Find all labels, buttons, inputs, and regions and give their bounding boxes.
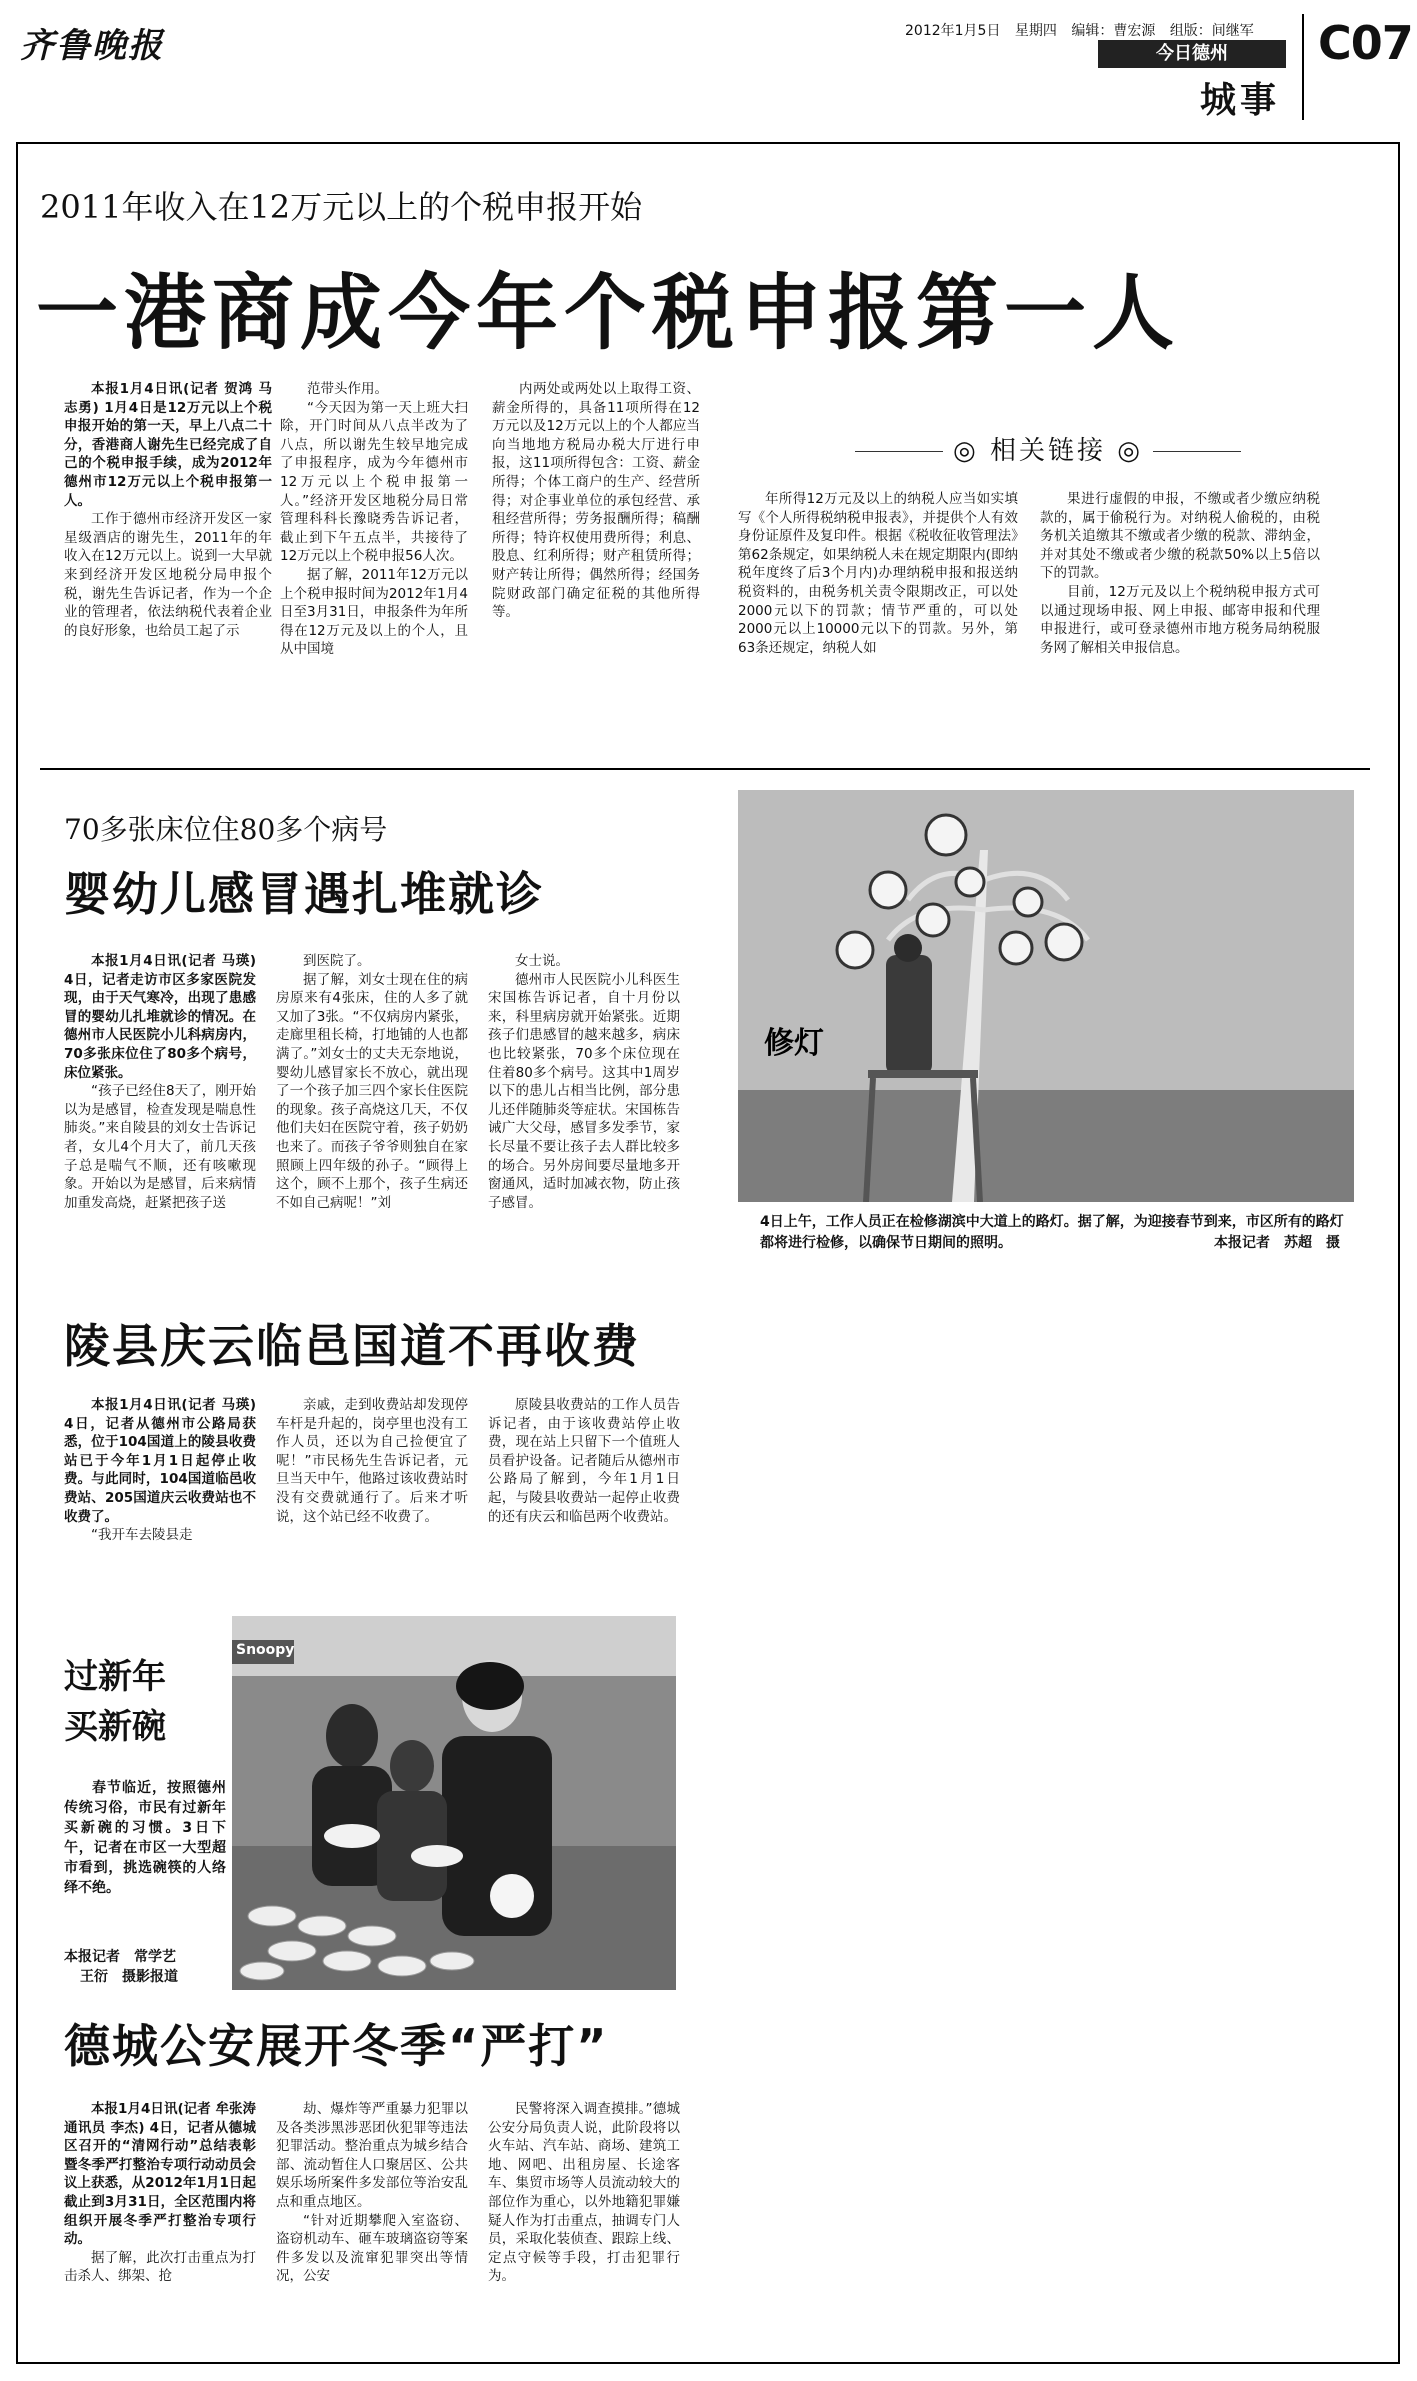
header-divider bbox=[1302, 14, 1304, 120]
photo-caption-text: 4日上午，工作人员正在检修湖滨中大道上的路灯。据了解，为迎接春节到来，市区所有的路灯都将进行检修，以确保节日期间的照明。 bbox=[760, 1214, 1344, 1251]
story3-column-3 bbox=[488, 1396, 680, 1600]
article-paragraph: 年所得12万元及以上的纳税人应当如实填写《个人所得税纳税申报表》，并提供个人有效身份证原件及复印件。根据《税收征收管理法》第62条规定，如果纳税人未在规定期限内(即纳税年度终了后3个月内)办理纳税申报和报送纳税资料的，由税务机关责令限期改正，可以处2000元以下的罚款；情节严重的，可以处2000元以上10000元以下的罚款。另外，第63条还规定，纳税人如 bbox=[738, 491, 1018, 656]
photo-caption bbox=[760, 1212, 1350, 1254]
bowl-shopping-photo bbox=[232, 1616, 676, 1990]
bowl-shopping-illustration bbox=[232, 1616, 676, 1990]
story1-column-3 bbox=[492, 380, 700, 752]
article-paragraph: 果进行虚假的申报，不缴或者少缴应纳税款的，属于偷税行为。对纳税人偷税的，由税务机关追缴其不缴或者少缴的税款、滞纳金，并对其处不缴或者少缴的税款50%以上5倍以下的罚款。 bbox=[1040, 491, 1320, 582]
photo-label: 修灯 bbox=[764, 1026, 824, 1061]
article-paragraph: 目前，12万元及以上个税纳税申报方式可以通过现场申报、网上申报、邮寄申报和代理申报进行，或可登录德州市地方税务局纳税服务网了解相关申报信息。 bbox=[1040, 583, 1320, 656]
layout-credit: 组版：间继军 bbox=[1169, 23, 1254, 39]
article-paragraph: 原陵县收费站的工作人员告诉记者，由于该收费站停止收费，现在站上只留下一个值班人员看护设备。记者随后从德州市公路局了解到，今年1月1日起，与陵县收费站一起停止收费的还有庆云和临邑两个收费站。 bbox=[488, 1397, 680, 1525]
article-paragraph: 本报1月4日讯(记者 马瑛) 4日，记者从德州市公路局获悉，位于104国道上的陵县收费站已于今年1月1日起停止收费。与此同时，104国道临邑收费站、205国道庆云收费站也不收费了。 bbox=[64, 1397, 256, 1525]
related-column-1 bbox=[738, 490, 1018, 750]
related-links-heading: ◎ 相关链接 ◎ bbox=[748, 430, 1348, 467]
store-sign: Snoopy bbox=[236, 1642, 295, 1658]
article-paragraph: 劫、爆炸等严重暴力犯罪以及各类涉黑涉恶团伙犯罪等违法犯罪活动。整治重点为城乡结合部、流动暂住人口聚居区、公共娱乐场所案件多发部位等治安乱点和重点地区。 bbox=[276, 2101, 468, 2210]
story4-column-1 bbox=[64, 2100, 256, 2350]
article-paragraph: 范带头作用。 bbox=[307, 381, 388, 397]
article-paragraph: 本报1月4日讯(记者 牟张涛 通讯员 李杰) 4日，记者从德城区召开的“清网行动”总结表彰暨冬季严打整治专项行动动员会议上获悉，从2012年1月1日起截止到3月31日，全区范围内将组织开展冬季严打整治专项行动。 bbox=[64, 2101, 256, 2248]
section-divider bbox=[40, 768, 1370, 770]
article-paragraph: 工作于德州市经济开发区一家星级酒店的谢先生，2011年的年收入在12万元以上。说到一大早就来到经济开发区地税分局申报个税，谢先生告诉记者，作为一个企业的管理者，依法纳税代表着企业的良好形象，也给员工起了示 bbox=[64, 511, 272, 639]
article-paragraph: 亲戚，走到收费站却发现停车杆是升起的，岗亭里也没有工作人员，还以为自己捡便宜了呢！”市民杨先生告诉记者，元旦当天中午，他路过该收费站时没有交费就通行了。后来才听说，这个站已经不收费了。 bbox=[276, 1397, 468, 1525]
article-paragraph: “孩子已经住8天了，刚开始以为是感冒，检查发现是喘息性肺炎。”来自陵县的刘女士告诉记者，女儿4个月大了，前几天孩子总是喘气不顺，还有咳嗽现象。开始以为是感冒，后来病情加重发高烧，赶紧把孩子送 bbox=[64, 1083, 256, 1211]
street-lamp-illustration bbox=[738, 790, 1354, 1202]
sidebar-title-2: 买新碗 bbox=[64, 1707, 166, 1747]
editor-credit: 编辑：曹宏源 bbox=[1071, 23, 1156, 39]
page-number: C07 bbox=[1318, 16, 1413, 70]
story1-column-2 bbox=[280, 380, 468, 752]
sidebar-credit-1: 本报记者 常学艺 bbox=[64, 1949, 176, 1965]
story1-headline: 一港商成今年个税申报第一人 bbox=[36, 266, 1181, 361]
story3-column-1 bbox=[64, 1396, 256, 1600]
section-bar: 今日德州 bbox=[1098, 40, 1286, 68]
newspaper-logo: 齐鲁晚报 bbox=[20, 26, 164, 66]
photo-credit: 本报记者 苏超 摄 bbox=[1214, 1235, 1340, 1251]
story1-column-1 bbox=[64, 380, 272, 752]
section-name: 城事 bbox=[1200, 79, 1281, 121]
story4-column-2 bbox=[276, 2100, 468, 2350]
story2-column-3 bbox=[488, 952, 680, 1278]
article-paragraph: 本报1月4日讯(记者 贺鸿 马志勇) 1月4日是12万元以上个税申报开始的第一天，早上八点二十分，香港商人谢先生已经完成了自己的个税申报手续，成为2012年德州市12万元以上个税申报第一人。 bbox=[64, 381, 272, 509]
sidebar-credit-2: 王衍 摄影报道 bbox=[80, 1969, 178, 1985]
story2-column-2 bbox=[276, 952, 468, 1278]
article-paragraph: 德州市人民医院小儿科医生宋国栋告诉记者，自十月份以来，科里病房就开始紧张。近期孩子们患感冒的越来越多，病床也比较紧张，70多个床位现在住着80多个病号。这其中1周岁以下的患儿占相当比例，部分患儿还伴随肺炎等症状。宋国栋告诫广大父母，感冒多发季节，家长尽量不要让孩子去人群比较多的场合。另外房间要尽量地多开窗通风，适时加减衣物，防止孩子感冒。 bbox=[488, 971, 680, 1211]
issue-weekday: 星期四 bbox=[1014, 23, 1057, 39]
article-paragraph: 据了解，刘女士现在住的病房原来有4张床，住的人多了就又加了3张。“不仅病房内紧张，走廊里租长椅，打地铺的人也都满了。”刘女士的丈夫无奈地说，婴幼儿感冒家长不放心，就出现了一个孩子加三四个家长住医院的现象。孩子高烧这几天，不仅他们夫妇在医院守着，孩子奶奶也来了。而孩子爷爷则独自在家照顾上四年级的孙子。“顾得上这个，顾不上那个，孩子生病还不如自己病呢！”刘 bbox=[276, 971, 468, 1211]
story3-column-2 bbox=[276, 1396, 468, 1600]
story3-headline: 陵县庆云临邑国道不再收费 bbox=[64, 1319, 640, 1373]
article-paragraph: “我开车去陵县走 bbox=[91, 1527, 193, 1544]
sidebar-text bbox=[64, 1778, 226, 1908]
article-paragraph: 民警将深入调查摸排。”德城公安分局负责人说，此阶段将以火车站、汽车站、商场、建筑工地、网吧、出租房屋、长途客车、集贸市场等人员流动较大的部位作为重心，以外地籍犯罪嫌疑人作为打击重点，抽调专门人员，采取化装侦查、跟踪上线、定点守候等手段，打击犯罪行为。 bbox=[488, 2101, 680, 2285]
article-paragraph: 据了解，2011年12万元以上个税申报时间为2012年1月4日至3月31日，申报条件为年所得在12万元及以上的个人，且从中国境 bbox=[280, 566, 468, 658]
article-paragraph: 春节临近，按照德州传统习俗，市民有过新年买新碗的习惯。3日下午，记者在市区一大型超市看到，挑选碗筷的人络绎不绝。 bbox=[64, 1780, 226, 1896]
story4-column-3 bbox=[488, 2100, 680, 2350]
page-meta bbox=[905, 20, 1264, 40]
story4-headline: 德城公安展开冬季“严打” bbox=[64, 2019, 609, 2073]
article-paragraph: “今天因为第一天上班大扫除，开门时间从八点半改为了八点，所以谢先生较早地完成了申报程序，成为今年德州市12万元以上个税申报第一人。”经济开发区地税分局日常管理科科长豫晓秀告诉记者，截止到下午五点半，共接待了12万元以上个税申报56人次。 bbox=[280, 399, 468, 565]
related-column-2 bbox=[1040, 490, 1320, 750]
issue-date: 2012年1月5日 bbox=[905, 23, 1001, 39]
story2-headline: 婴幼儿感冒遇扎堆就诊 bbox=[64, 867, 544, 921]
story2-kicker: 70多张床位住80多个病号 bbox=[64, 813, 388, 846]
street-lamp-photo bbox=[738, 790, 1354, 1202]
article-paragraph: 女士说。 bbox=[515, 953, 569, 969]
sidebar-title-1: 过新年 bbox=[64, 1657, 166, 1697]
article-paragraph: 据了解，此次打击重点为打击杀人、绑架、抢 bbox=[64, 2249, 256, 2285]
story2-column-1 bbox=[64, 952, 256, 1278]
article-paragraph: 本报1月4日讯(记者 马瑛) 4日，记者走访市区多家医院发现，由于天气寒冷，出现了患感冒的婴幼儿扎堆就诊的情况。在德州市人民医院小儿科病房内，70多张床位住了80多个病号，床位紧张。 bbox=[64, 953, 256, 1081]
article-paragraph: 到医院了。 bbox=[303, 953, 371, 969]
article-paragraph: “针对近期攀爬入室盗窃、盗窃机动车、砸车玻璃盗窃等案件多发以及流窜犯罪突出等情况，公安 bbox=[276, 2212, 468, 2285]
article-paragraph: 内两处或两处以上取得工资、薪金所得的，具备11项所得在12万元以及12万元以上的个人都应当向当地地方税局办税大厅进行申报，这11项所得包含：工资、薪金所得；个体工商户的生产、经营所得；对企事业单位的承包经营、承租经营所得；劳务报酬所得；稿酬所得；特许权使用费所得；利息、股息、红利所得；财产租赁所得；财产转让所得；偶然所得；经国务院财政部门确定征税的其他所得等。 bbox=[492, 381, 700, 621]
story1-kicker: 2011年收入在12万元以上的个税申报开始 bbox=[40, 188, 643, 226]
